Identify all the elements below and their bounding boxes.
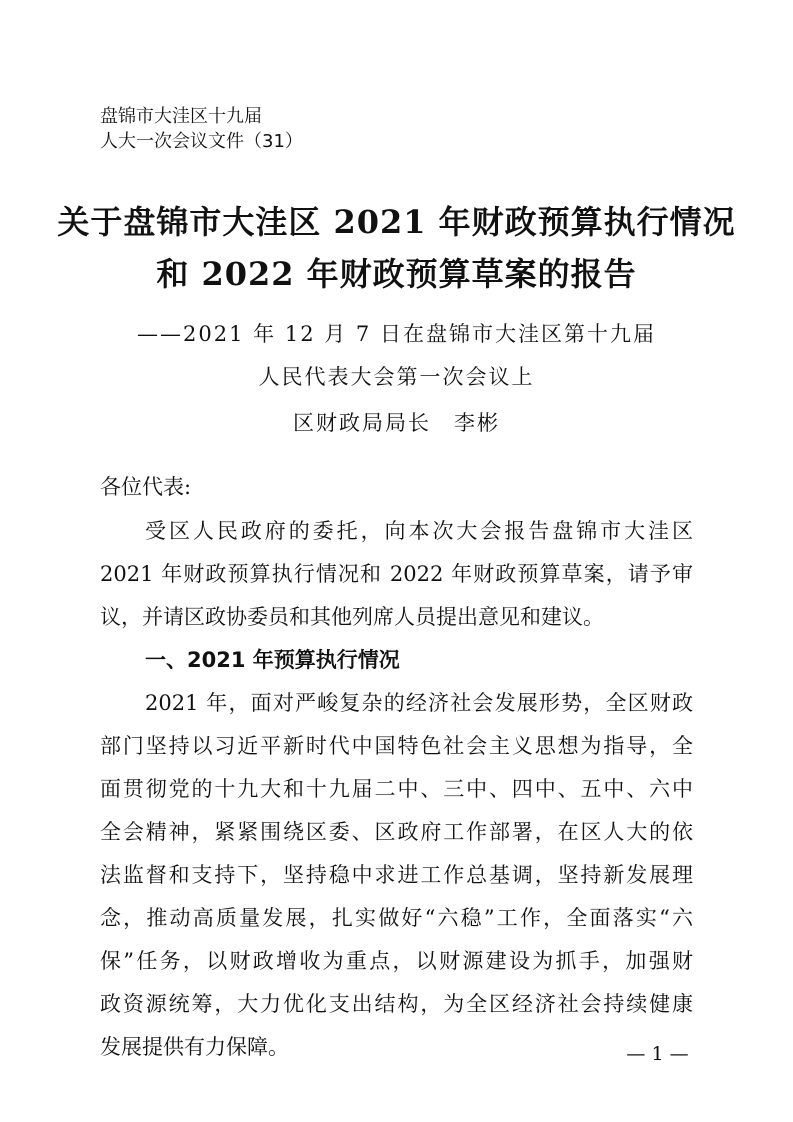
- paragraph-1-line-2: 2021 年财政预算执行情况和 2022 年财政预算草案，请予审: [100, 562, 693, 586]
- paragraph-2-line-7: 保”任务，以财政增收为重点，以财源建设为抓手，加强财: [100, 949, 693, 973]
- paragraph-2-line-3: 面贯彻党的十九大和十九届二中、三中、四中、五中、六中: [100, 777, 693, 801]
- paragraph-2-line-5: 法监督和支持下，坚持稳中求进工作总基调，坚持新发展理: [100, 863, 693, 887]
- paragraph-2-line-9: 发展提供有力保障。: [100, 1035, 289, 1059]
- page-number: — 1 —: [626, 1043, 689, 1065]
- document-header-line-2: 人大一次会议文件（31）: [100, 131, 303, 152]
- meeting-subtitle-line-2: 人民代表大会第一次会议上: [258, 365, 535, 389]
- section-heading: 一、2021 年预算执行情况: [145, 648, 400, 672]
- report-title-line-2: 和 2022 年财政预算草案的报告: [156, 255, 637, 293]
- paragraph-2-line-1: 2021 年，面对严峻复杂的经济社会发展形势，全区财政: [145, 691, 693, 715]
- paragraph-2-line-6: 念，推动高质量发展，扎实做好“六稳”工作，全面落实“六: [100, 906, 693, 930]
- salutation: 各位代表:: [100, 475, 192, 499]
- document-header-line-1: 盘锦市大洼区十九届: [100, 106, 262, 127]
- paragraph-1-line-3: 议，并请区政协委员和其他列席人员提出意见和建议。: [100, 605, 604, 629]
- paragraph-1-line-1: 受区人民政府的委托，向本次大会报告盘锦市大洼区: [145, 519, 693, 543]
- paragraph-2-line-4: 全会精神，紧紧围绕区委、区政府工作部署，在区人大的依: [100, 820, 693, 844]
- reporter-name-line: 区财政局局长 李彬: [293, 411, 500, 435]
- meeting-subtitle-line-1: ——2021 年 12 月 7 日在盘锦市大洼区第十九届: [137, 322, 656, 346]
- paragraph-2-line-2: 部门坚持以习近平新时代中国特色社会主义思想为指导，全: [100, 734, 693, 758]
- report-title-line-1: 关于盘锦市大洼区 2021 年财政预算执行情况: [57, 203, 736, 241]
- paragraph-2-line-8: 政资源统筹，大力优化支出结构，为全区经济社会持续健康: [100, 992, 693, 1016]
